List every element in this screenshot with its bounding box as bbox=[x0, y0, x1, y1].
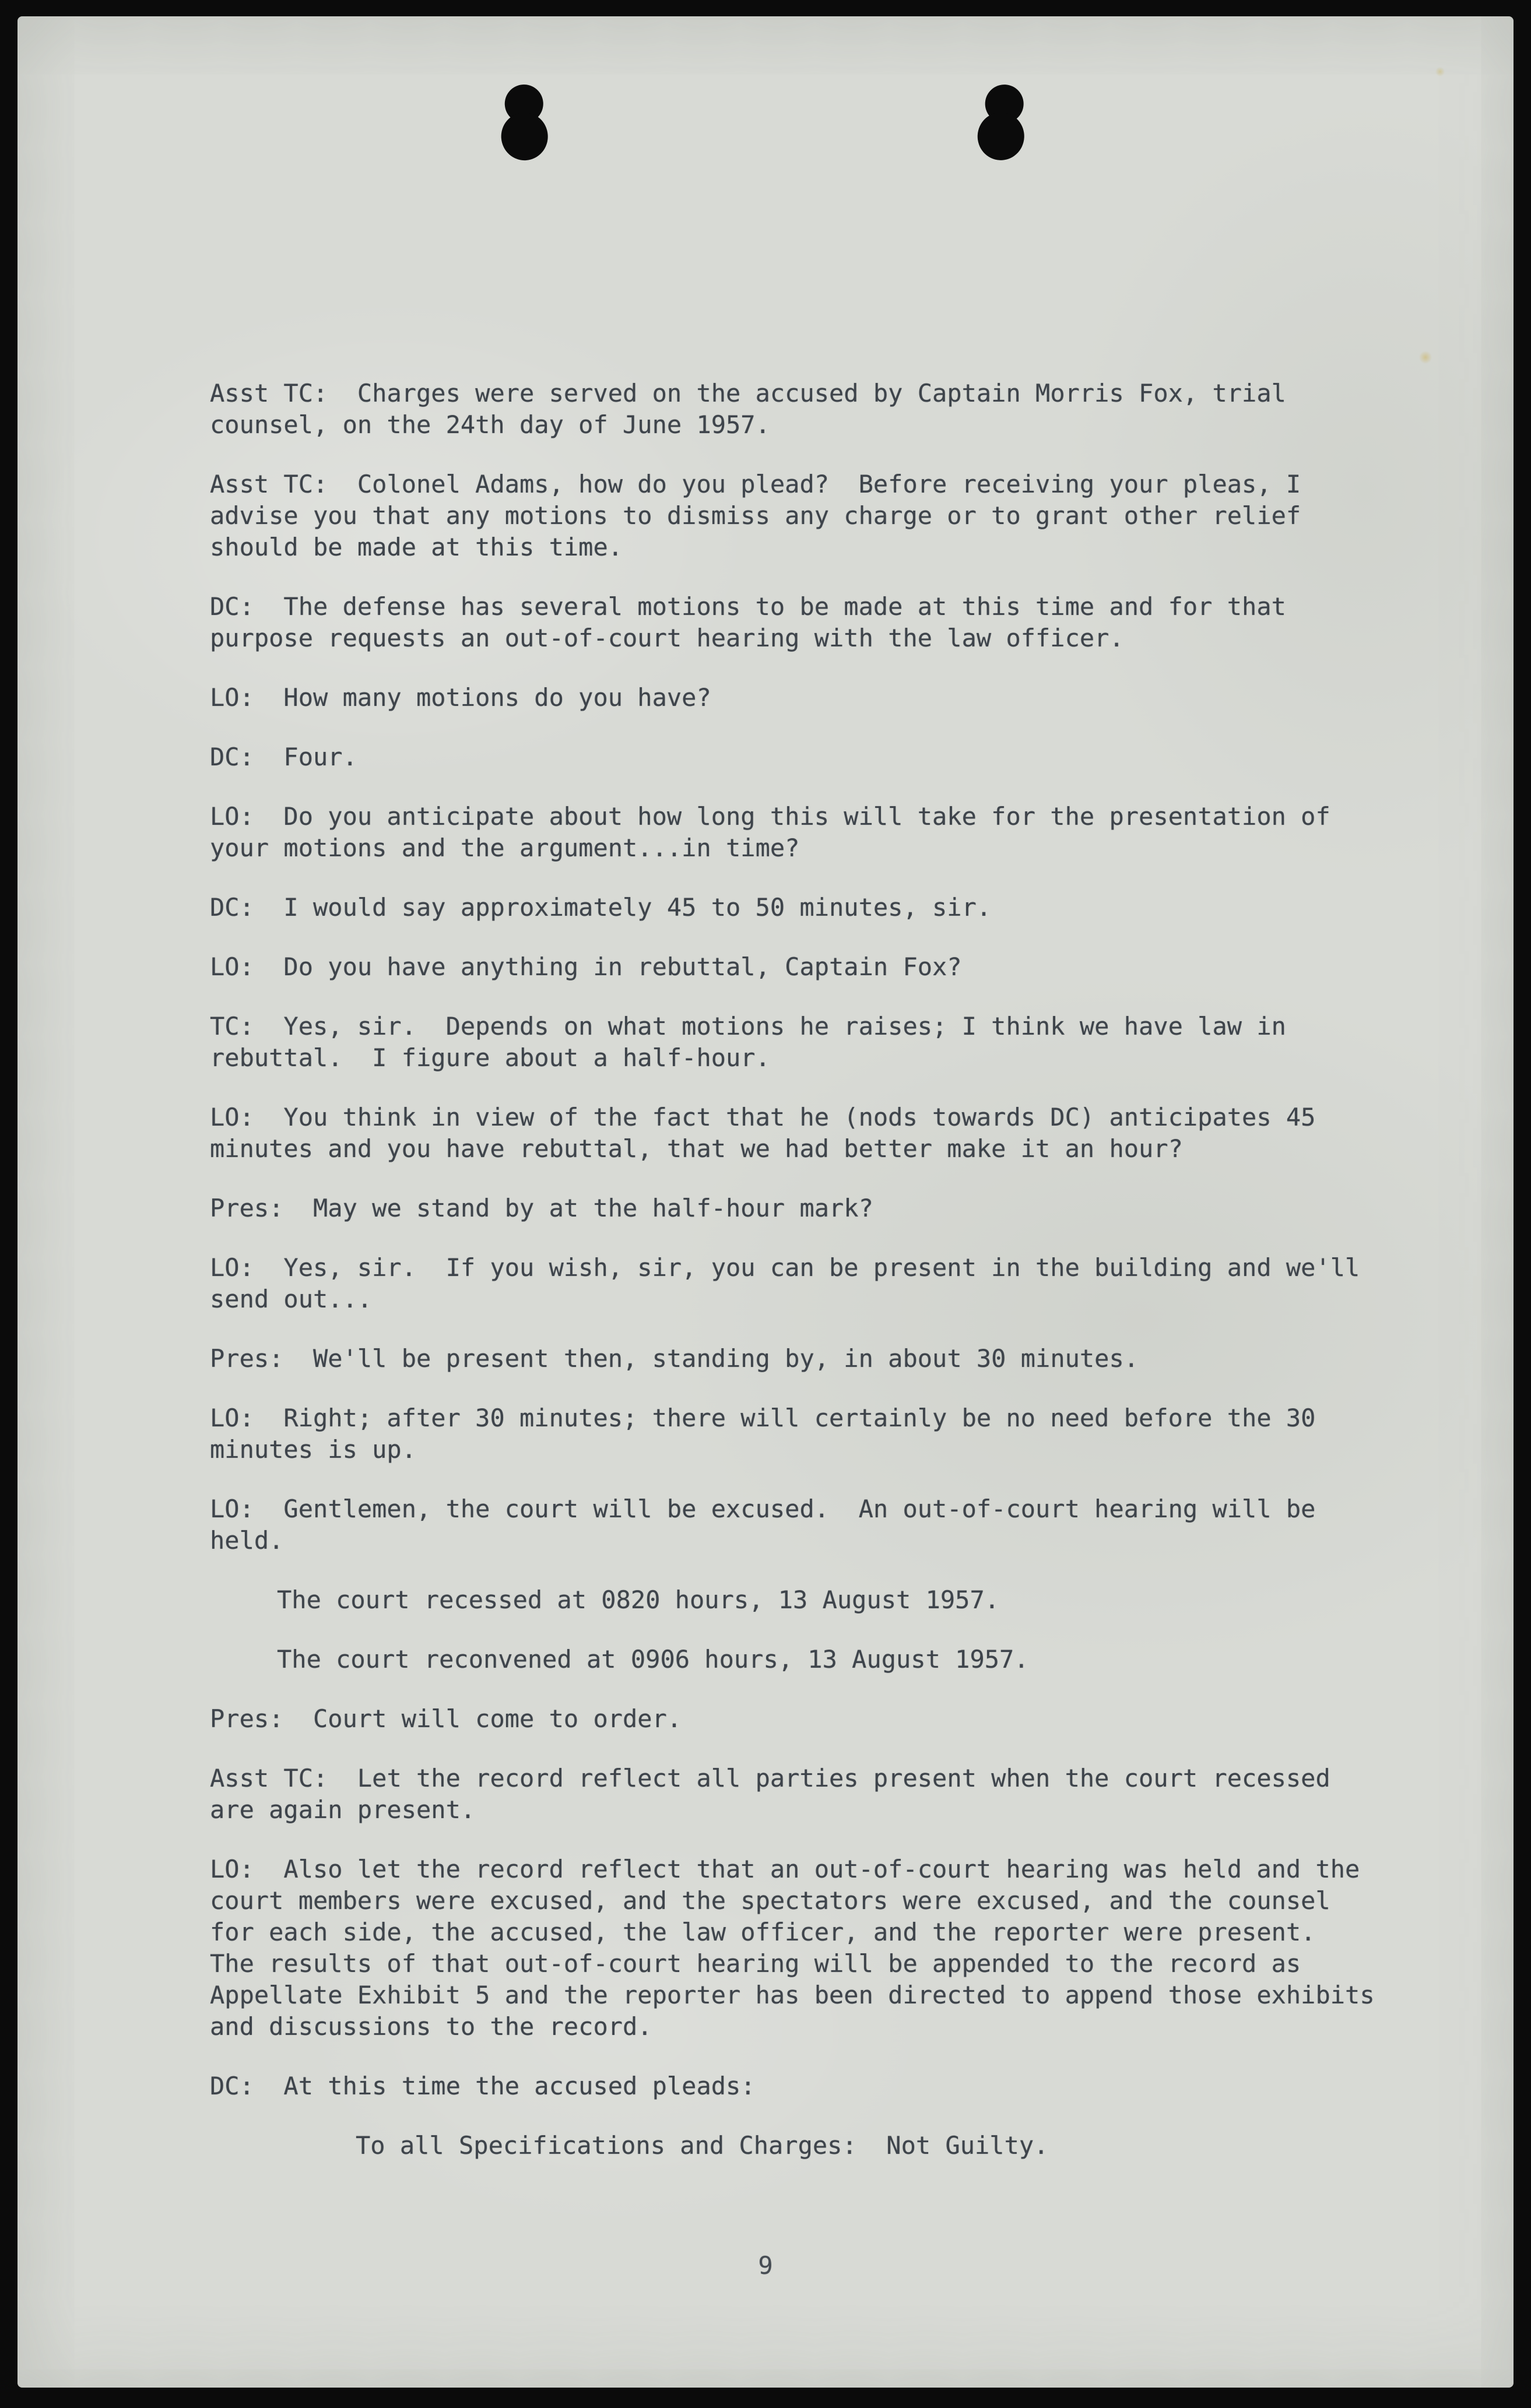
speaker-label: DC: bbox=[210, 2072, 254, 2100]
transcript-paragraph bbox=[210, 469, 1375, 563]
paragraph-text: The court reconvened at 0906 hours, 13 August 1957. bbox=[277, 1645, 1029, 1674]
paragraph-text: Court will come to order. bbox=[283, 1704, 682, 1733]
speaker-label: LO: bbox=[210, 1253, 254, 1282]
paragraph-text: Right; after 30 minutes; there will certainly be no need before the 30 minutes is up. bbox=[210, 1404, 1330, 1464]
transcript-paragraph bbox=[210, 1193, 1375, 1224]
transcript-paragraph bbox=[210, 801, 1375, 864]
speaker-label: DC: bbox=[210, 893, 254, 922]
transcript-narration bbox=[210, 1644, 1375, 1675]
speaker-label: LO: bbox=[210, 1404, 254, 1432]
paragraph-text: You think in view of the fact that he (nods towards DC) anticipates 45 minutes and you have rebuttal, that we had better make it an hour? bbox=[210, 1103, 1330, 1163]
paragraph-text: May we stand by at the half-hour mark? bbox=[283, 1194, 873, 1222]
document-page bbox=[17, 16, 1514, 2388]
paragraph-text: Yes, sir. If you wish, sir, you can be present in the building and we'll send out... bbox=[210, 1253, 1375, 1313]
transcript-paragraph bbox=[210, 1011, 1375, 1074]
speaker-label: DC: bbox=[210, 592, 254, 621]
transcript-paragraph bbox=[210, 682, 1375, 713]
speaker-label: Pres: bbox=[210, 1344, 284, 1373]
page-number: 9 bbox=[758, 2251, 773, 2280]
speaker-label: LO: bbox=[210, 802, 254, 831]
paragraph-text: Do you have anything in rebuttal, Captain Fox? bbox=[254, 952, 962, 981]
paragraph-text: The defense has several motions to be made at this time and for that purpose requests an out-of-court hearing with the law officer. bbox=[210, 592, 1301, 652]
speaker-label: LO: bbox=[210, 1495, 254, 1523]
transcript-narration bbox=[210, 1584, 1375, 1616]
transcript-paragraph bbox=[210, 1763, 1375, 1826]
transcript-paragraph bbox=[210, 951, 1375, 983]
paragraph-text: Also let the record reflect that an out-of-court hearing was held and the court members were excused, and the spectators were excused, and the counsel for each side, the accused, the law officer, and the reporter were present. The results of that out-of-court hearing will be appended to the record as Appellate Exhibit 5 and the reporter has been directed to append those exhibits and discussions to the record. bbox=[210, 1855, 1389, 2041]
transcript-paragraph bbox=[210, 2070, 1375, 2102]
transcript-paragraph bbox=[210, 1703, 1375, 1735]
transcript-paragraph bbox=[210, 378, 1375, 441]
transcript-body bbox=[210, 378, 1389, 2189]
hole-punch-right-icon bbox=[977, 83, 1030, 161]
paragraph-text: I would say approximately 45 to 50 minutes, sir. bbox=[254, 893, 992, 922]
speaker-label: LO: bbox=[210, 1855, 254, 1883]
transcript-paragraph bbox=[210, 1102, 1375, 1165]
speaker-label: LO: bbox=[210, 1103, 254, 1131]
transcript-paragraph bbox=[210, 1402, 1375, 1465]
paragraph-text: Colonel Adams, how do you plead? Before receiving your pleas, I advise you that any motions to dismiss any charge or to grant other relief should be made at this time. bbox=[210, 470, 1316, 561]
speaker-label: Asst TC: bbox=[210, 470, 328, 498]
paragraph-text: Charges were served on the accused by Captain Morris Fox, trial counsel, on the 24th day of June 1957. bbox=[210, 379, 1301, 439]
transcript-paragraph bbox=[210, 892, 1375, 923]
hole-punch-left-icon bbox=[498, 83, 552, 162]
paragraph-text: Four. bbox=[254, 743, 357, 771]
paragraph-text: Do you anticipate about how long this will take for the presentation of your motions and the argument...in time? bbox=[210, 802, 1346, 862]
speaker-label: Pres: bbox=[210, 1704, 284, 1733]
transcript-paragraph bbox=[210, 1343, 1375, 1375]
paragraph-text: Let the record reflect all parties present when the court recessed are again present. bbox=[210, 1764, 1346, 1824]
hole-punch-shape bbox=[500, 111, 550, 161]
speaker-label: LO: bbox=[210, 952, 254, 981]
hole-punch-shape bbox=[977, 111, 1026, 161]
speaker-label: Asst TC: bbox=[210, 379, 328, 407]
speaker-label: Asst TC: bbox=[210, 1764, 328, 1792]
transcript-plea-line bbox=[210, 2130, 1375, 2161]
transcript-paragraph bbox=[210, 1493, 1375, 1556]
paragraph-text: How many motions do you have? bbox=[254, 683, 711, 712]
transcript-paragraph bbox=[210, 1252, 1375, 1315]
transcript-paragraph bbox=[210, 1854, 1389, 2043]
paragraph-text: We'll be present then, standing by, in about 30 minutes. bbox=[283, 1344, 1139, 1373]
paragraph-text: To all Specifications and Charges: Not Guilty. bbox=[356, 2131, 1049, 2160]
speaker-label: TC: bbox=[210, 1012, 254, 1040]
speaker-label: Pres: bbox=[210, 1194, 284, 1222]
paragraph-text: At this time the accused pleads: bbox=[254, 2072, 756, 2100]
transcript-paragraph bbox=[210, 591, 1375, 654]
speaker-label: LO: bbox=[210, 683, 254, 712]
paragraph-text: Gentlemen, the court will be excused. An out-of-court hearing will be held. bbox=[210, 1495, 1330, 1555]
paragraph-text: The court recessed at 0820 hours, 13 August 1957. bbox=[277, 1586, 1000, 1614]
speaker-label: DC: bbox=[210, 743, 254, 771]
paragraph-text: Yes, sir. Depends on what motions he raises; I think we have law in rebuttal. I figure about a half-hour. bbox=[210, 1012, 1301, 1072]
transcript-paragraph bbox=[210, 741, 1375, 773]
